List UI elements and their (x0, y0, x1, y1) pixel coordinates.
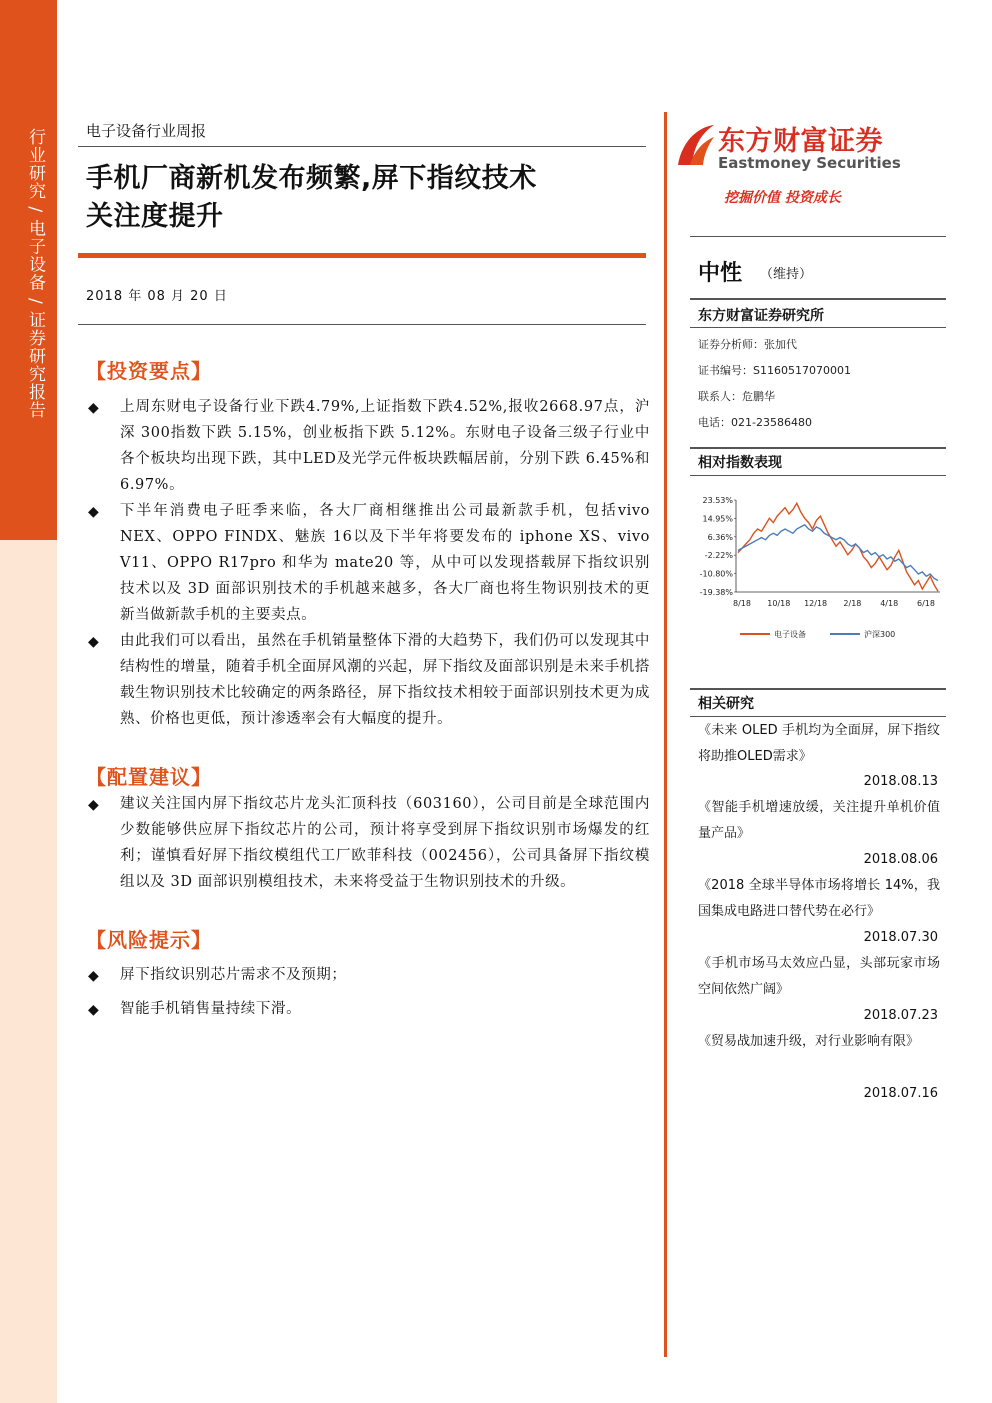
diamond-bullet-icon: ◆ (88, 634, 100, 650)
bullet-text: 上周东财电子设备行业下跌4.79%,上证指数下跌4.52%,报收2668.97点，沪深 300指数下跌 5.15%，创业板指下跌 5.12%。东财电子设备三级子行业中各个板块均出现下跌，其中LED及光学元件板块跌幅居前，分别下跌 6.45%和 6.97%。 (120, 399, 650, 493)
rating-top-divider (690, 236, 946, 237)
x-tick-label: 10/18 (767, 599, 791, 608)
logo-mark-icon (672, 121, 716, 171)
contact: 联系人：危鹏华 (698, 390, 775, 403)
related-item-title[interactable]: 《智能手机增速放缓，关注提升单机价值量产品》 (698, 800, 940, 841)
brand-logo (672, 117, 912, 177)
x-tick-label: 4/18 (880, 599, 899, 608)
y-tick-label: 6.36% (707, 532, 733, 542)
y-tick-label: -2.22% (704, 551, 733, 561)
phone: 电话：021-23586480 (698, 416, 812, 429)
bullet-text: 屏下指纹识别芯片需求不及预期； (120, 967, 347, 983)
rating-note: （维持） (760, 267, 813, 282)
side-category-text: 行业研究 / 电子设备 / 证券研究报告 (25, 128, 45, 420)
related-item-title[interactable]: 《2018 全球半导体市场将增长 14%，我国集成电路进口替代势在必行》 (698, 878, 940, 919)
bullet-text: 由此我们可以看出，虽然在手机销量整体下滑的大趋势下，我们仍可以发现其中结构性的增量，随着手机全面屏风潮的兴起，屏下指纹及面部识别是未来手机搭载生物识别技术比较确定的两条路径，屏下指纹技术相较于面部识别技术更为成熟、价格也更低，预计渗透率会有大幅度的提升。 (120, 633, 650, 727)
brand-name-cn: 东方财富证券 (718, 126, 883, 157)
related-item-date: 2018.08.13 (863, 774, 938, 789)
diamond-bullet-icon: ◆ (88, 797, 100, 813)
section-invest-head: 【投资要点】 (86, 359, 212, 383)
column-divider (664, 112, 667, 1357)
y-tick-label: 23.53% (702, 496, 733, 505)
related-item-title[interactable]: 《手机市场马太效应凸显，头部玩家市场空间依然广阔》 (698, 956, 940, 997)
related-item-title[interactable]: 《贸易战加速升级，对行业影响有限》 (698, 1034, 920, 1049)
bullet-text: 建议关注国内屏下指纹芯片龙头汇顶科技（603160），公司目前是全球范围内少数能够供应屏下指纹芯片的公司，预计将享受到屏下指纹识别市场爆发的红利；谨慎看好屏下指纹模组代工厂欧菲科技（002456），公司具备屏下指纹模组以及 3D 面部识别模组技术，未来将受益于生物识别技术的升级。 (120, 796, 650, 890)
rating-bottom-divider (690, 298, 946, 300)
y-tick-label: -19.38% (699, 588, 733, 597)
side-band (0, 0, 57, 1403)
x-tick-label: 2/18 (843, 599, 862, 608)
related-item-date: 2018.07.16 (863, 1086, 938, 1101)
chart-top-divider (690, 447, 946, 449)
rating-value: 中性 (698, 261, 743, 286)
related-item-date: 2018.08.06 (863, 852, 938, 867)
y-tick-label: 14.95% (702, 514, 733, 524)
bullet-text: 下半年消费电子旺季来临，各大厂商相继推出公司最新款手机，包括vivo NEX、OPPO FINDX、魅族 16以及下半年将要发布的 iphone XS、vivo V11、OPPO R17pro 和华为 mate20 等，从中可以发现搭载屏下指纹识别技术以及 3D 面部识别技术的手机越来越多，各大厂商也将生物识别技术的更新当做新款手机的主要卖点。 (120, 503, 650, 623)
report-date: 2018 年 08 月 20 日 (86, 289, 228, 304)
title-divider (78, 253, 646, 258)
bullet-text: 智能手机销售量持续下滑。 (120, 1001, 302, 1017)
page-title (86, 160, 646, 236)
legend-label: 沪深300 (864, 630, 896, 639)
title-line-2: 关注度提升 (86, 201, 224, 232)
analyst: 证券分析师：张加代 (698, 338, 797, 351)
legend-label: 电子设备 (774, 630, 806, 639)
diamond-bullet-icon: ◆ (88, 400, 100, 416)
institute-name: 东方财富证券研究所 (698, 308, 824, 324)
section-config-head: 【配置建议】 (86, 765, 212, 789)
institute-divider (690, 327, 946, 328)
diamond-bullet-icon: ◆ (88, 504, 100, 520)
cert-number: 证书编号：S1160517070001 (698, 364, 851, 377)
section-risk-head: 【风险提示】 (86, 928, 212, 952)
diamond-bullet-icon: ◆ (88, 1002, 100, 1018)
header-divider (78, 146, 646, 147)
chart-section-title: 相对指数表现 (698, 455, 782, 471)
title-line-1: 手机厂商新机发布频繁,屏下指纹技术 (86, 163, 537, 194)
brand-slogan: 挖掘价值 投资成长 (724, 190, 841, 206)
diamond-bullet-icon: ◆ (88, 968, 100, 984)
related-item-title[interactable]: 《未来 OLED 手机均为全面屏，屏下指纹将助推OLED需求》 (698, 723, 940, 764)
chart-head-divider (690, 475, 946, 476)
report-type: 电子设备行业周报 (86, 122, 207, 140)
y-tick-label: -10.80% (699, 569, 733, 579)
related-item-date: 2018.07.23 (863, 1008, 938, 1023)
series-line (738, 503, 938, 591)
date-divider (78, 324, 646, 325)
related-head-divider (690, 716, 946, 717)
related-title: 相关研究 (698, 696, 754, 712)
related-item-date: 2018.07.30 (863, 930, 938, 945)
relative-index-chart (690, 488, 946, 648)
x-tick-label: 8/18 (733, 599, 751, 608)
series-line (738, 525, 938, 581)
related-top-divider (690, 688, 946, 690)
brand-name-en: Eastmoney Securities (718, 154, 901, 172)
x-tick-label: 12/18 (804, 599, 828, 608)
x-tick-label: 6/18 (917, 599, 935, 608)
